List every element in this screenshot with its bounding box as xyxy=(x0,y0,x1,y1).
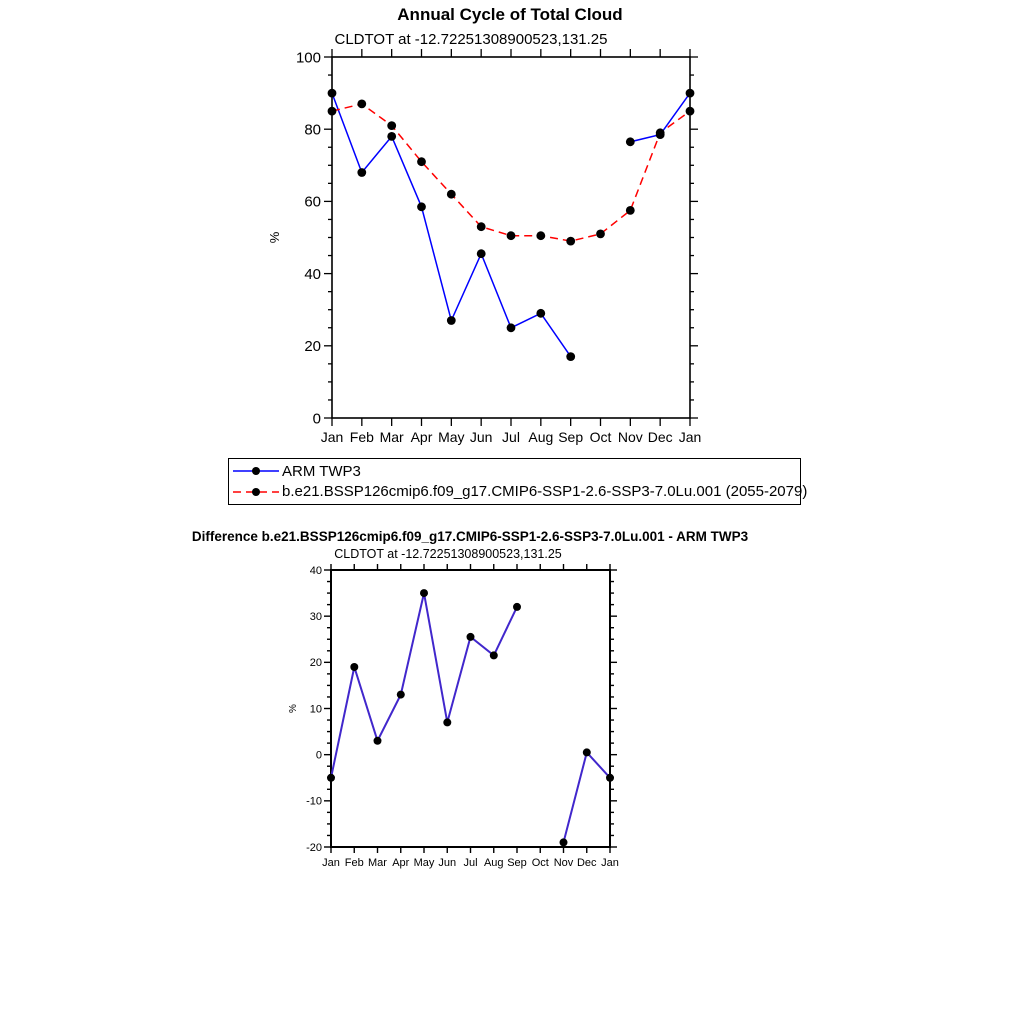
svg-text:Jan: Jan xyxy=(601,857,619,869)
svg-text:Apr: Apr xyxy=(410,429,433,445)
svg-text:60: 60 xyxy=(304,193,321,211)
svg-text:Nov: Nov xyxy=(617,429,643,445)
svg-text:Jun: Jun xyxy=(469,429,493,445)
svg-text:20: 20 xyxy=(304,338,321,356)
legend-label-model: b.e21.BSSP126cmip6.f09_g17.CMIP6-SSP1-2.6-SSP3-7.0Lu.001 (2055-2079) xyxy=(282,483,808,501)
svg-text:80: 80 xyxy=(304,121,321,139)
svg-text:Aug: Aug xyxy=(528,429,554,445)
legend-item-arm-twp3 xyxy=(232,461,800,482)
svg-text:Jun: Jun xyxy=(438,857,457,869)
blue-solid-line-marker-icon xyxy=(232,465,280,477)
svg-text:Aug: Aug xyxy=(483,857,504,869)
svg-text:Feb: Feb xyxy=(349,429,374,445)
difference-chart-subtitle: CLDTOT at -12.72251308900523,131.25 xyxy=(334,547,562,561)
svg-text:%: % xyxy=(267,231,282,244)
top-chart-title: Annual Cycle of Total Cloud xyxy=(397,5,623,24)
svg-text:May: May xyxy=(438,429,465,445)
legend-box xyxy=(228,458,808,505)
svg-text:0: 0 xyxy=(312,410,321,428)
svg-text:40: 40 xyxy=(304,265,321,283)
top-chart-subtitle: CLDTOT at -12.72251308900523,131.25 xyxy=(334,31,608,48)
svg-text:Sep: Sep xyxy=(507,857,527,869)
svg-text:-10: -10 xyxy=(306,795,322,808)
svg-text:Jul: Jul xyxy=(502,429,520,445)
red-dashed-line-marker-icon xyxy=(232,486,280,498)
svg-text:Jan: Jan xyxy=(320,429,344,445)
svg-text:Jul: Jul xyxy=(463,857,478,869)
svg-text:0: 0 xyxy=(315,749,322,762)
svg-text:Mar: Mar xyxy=(368,857,387,869)
svg-text:Dec: Dec xyxy=(576,857,597,869)
svg-text:Dec: Dec xyxy=(647,429,673,445)
svg-text:30: 30 xyxy=(309,611,322,624)
svg-text:Apr: Apr xyxy=(392,857,410,869)
svg-text:Jan: Jan xyxy=(322,857,340,869)
svg-text:-20: -20 xyxy=(306,841,322,854)
svg-text:Jan: Jan xyxy=(678,429,702,445)
legend-label-arm-twp3: ARM TWP3 xyxy=(282,462,361,480)
svg-text:Nov: Nov xyxy=(553,857,574,869)
svg-text:20: 20 xyxy=(309,657,322,670)
svg-text:Feb: Feb xyxy=(344,857,364,869)
svg-text:Oct: Oct xyxy=(531,857,549,869)
svg-text:40: 40 xyxy=(309,564,322,577)
svg-text:%: % xyxy=(288,704,299,713)
difference-chart-title: Difference b.e21.BSSP126cmip6.f09_g17.CMIP6-SSP1-2.6-SSP3-7.0Lu.001 - ARM TWP3 xyxy=(191,529,749,544)
svg-text:Mar: Mar xyxy=(379,429,404,445)
svg-text:Sep: Sep xyxy=(558,429,584,445)
svg-text:100: 100 xyxy=(295,49,321,67)
svg-text:10: 10 xyxy=(309,703,322,716)
svg-text:Oct: Oct xyxy=(589,429,612,445)
svg-text:May: May xyxy=(413,857,435,869)
legend-item-model xyxy=(232,482,808,503)
